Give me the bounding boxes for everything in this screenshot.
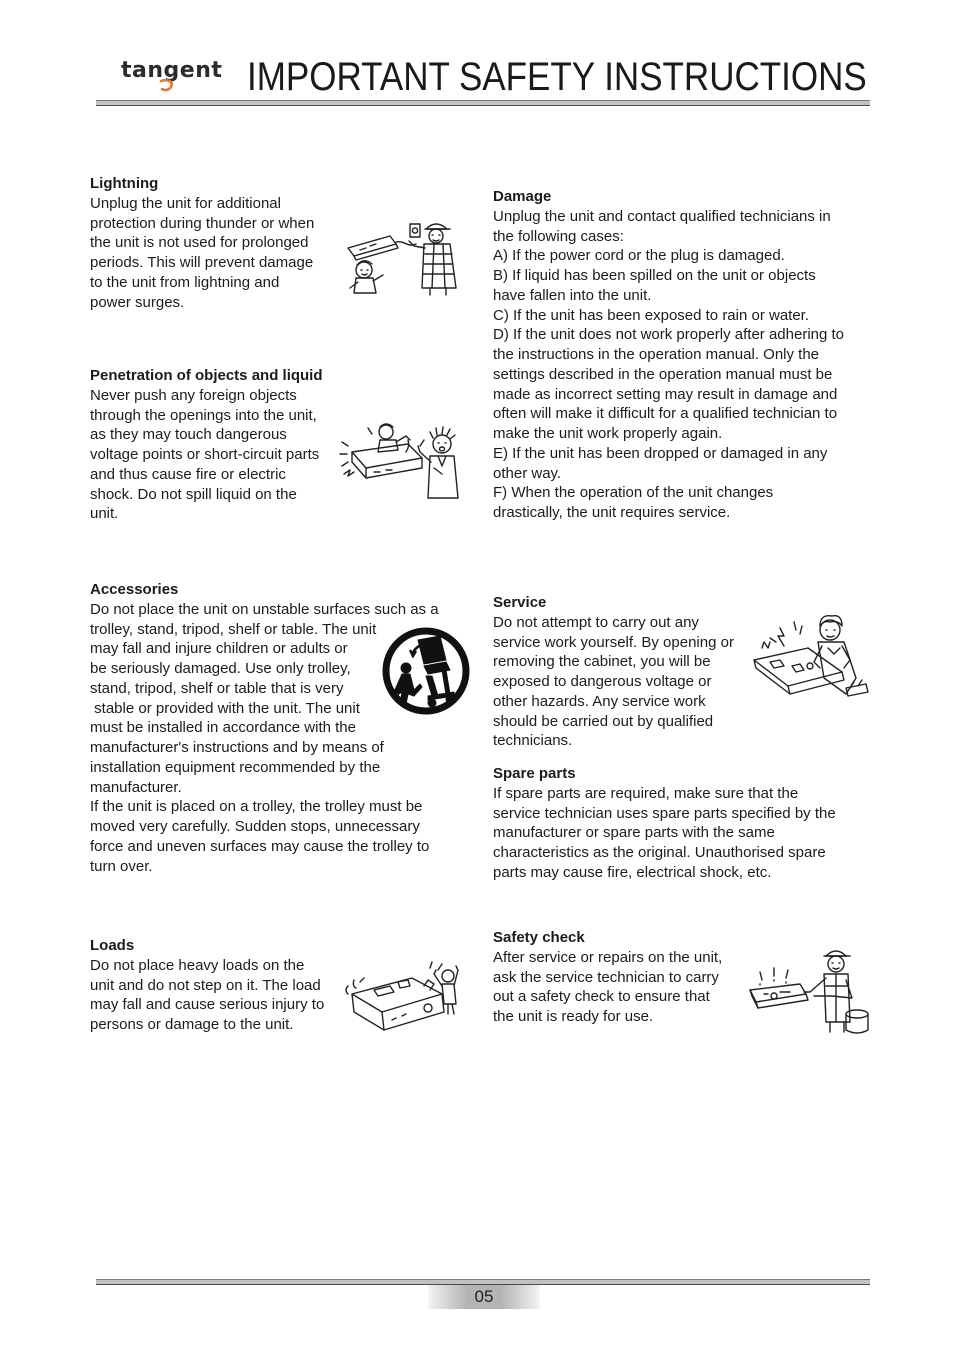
text-line: E) If the unit has been dropped or damaged in any (493, 444, 828, 462)
section-body (90, 194, 314, 313)
text-line: make the unit work properly again. (493, 425, 723, 442)
text-line: periods. This will prevent damage (90, 254, 314, 271)
text-line: through the openings into the unit, (90, 406, 317, 424)
text-line: F) When the operation of the unit changes (493, 484, 774, 502)
section-spare-parts (493, 764, 836, 883)
text-line: trolley, stand, tripod, shelf or table. The unit (90, 620, 377, 638)
text-line: manufacturer or spare parts with the same (493, 824, 775, 842)
section-heading: Penetration of objects and liquid (90, 367, 323, 384)
text-line: B) If liquid has been spilled on the unit or objects (493, 267, 816, 284)
text-line: force and uneven surfaces may cause the trolley to (90, 837, 430, 855)
section-damage (493, 187, 844, 523)
text-line: Unplug the unit and contact qualified technicians in (493, 207, 831, 225)
text-line: C) If the unit has been exposed to rain or water. (493, 306, 810, 324)
text-line: settings described in the operation manual must be (493, 365, 833, 383)
text-line: may fall and injure children or adults or (90, 640, 348, 658)
text-line: must be installed in accordance with the (90, 719, 356, 737)
text-line: moved very carefully. Sudden stops, unnecessary (90, 818, 420, 835)
service-technician-illustration (750, 608, 870, 704)
page-number: 05 (428, 1285, 540, 1309)
text-line: to the unit from lightning and (90, 273, 280, 291)
section-heading: Service (493, 594, 547, 611)
text-line: manufacturer. (90, 778, 182, 796)
section-body (493, 948, 722, 1027)
section-body (90, 956, 324, 1035)
text-line: power surges. (90, 293, 185, 311)
text-line: installation equipment recommended by the (90, 758, 381, 776)
section-lightning (90, 174, 314, 312)
text-line: Unplug the unit for additional (90, 194, 281, 212)
text-line: If the unit is placed on a trolley, the trolley must be (90, 798, 423, 816)
text-line: drastically, the unit requires service. (493, 504, 731, 521)
liquid-penetration-illustration (338, 418, 464, 502)
text-line: the instructions in the operation manual. Only the (493, 346, 820, 363)
section-heading: Loads (90, 937, 135, 954)
text-line: D) If the unit does not work properly after adhering to (493, 326, 845, 344)
text-line: have fallen into the unit. (493, 286, 652, 304)
section-heading: Damage (493, 188, 552, 205)
text-line: Do not place the unit on unstable surfaces such as a (90, 600, 439, 618)
section-heading: Lightning (90, 175, 159, 192)
header-divider (96, 100, 870, 106)
text-line: shock. Do not spill liquid on the (90, 485, 297, 503)
text-line: other hazards. Any service work (493, 692, 706, 710)
text-line: manufacturer's instructions and by means of (90, 739, 384, 756)
text-line: A) If the power cord or the plug is damaged. (493, 247, 785, 265)
logo-text: tangent (121, 58, 223, 83)
trolley-tip-over-warning-icon (380, 624, 472, 718)
section-body (493, 613, 734, 751)
text-line: the unit is ready for use. (493, 1008, 654, 1025)
text-line: parts may cause fire, electrical shock, etc. (493, 863, 772, 881)
section-body (493, 784, 836, 883)
text-line: should be carried out by qualified (493, 712, 714, 730)
text-line: as they may touch dangerous (90, 426, 287, 444)
section-penetration (90, 366, 323, 524)
logo-accent-mark (159, 78, 175, 92)
text-line: unit and do not step on it. The load (90, 976, 321, 994)
text-line: unit. (90, 505, 119, 523)
text-line: exposed to dangerous voltage or (493, 673, 712, 690)
text-line: other way. (493, 464, 562, 482)
text-line: After service or repairs on the unit, (493, 948, 723, 966)
lightning-unplug-illustration (346, 218, 464, 296)
section-safety-check (493, 928, 722, 1027)
brand-logo (121, 56, 221, 96)
section-loads (90, 936, 324, 1035)
text-line: persons or damage to the unit. (90, 1016, 294, 1033)
text-line: often will make it difficult for a qualified technician to (493, 405, 838, 423)
page-title: IMPORTANT SAFETY INSTRUCTIONS (247, 55, 867, 99)
section-service (493, 593, 734, 751)
section-heading: Spare parts (493, 765, 576, 782)
text-line: characteristics as the original. Unauthorised spare (493, 844, 826, 861)
text-line: may fall and cause serious injury to (90, 996, 325, 1014)
text-line: ask the service technician to carry (493, 968, 719, 986)
text-line: made as incorrect setting may result in damage and (493, 385, 838, 403)
text-line: Do not place heavy loads on the (90, 956, 305, 974)
safety-check-technician-illustration (740, 946, 870, 1034)
section-body (493, 207, 844, 523)
heavy-loads-illustration (344, 960, 460, 1038)
text-line: service technician uses spare parts specified by the (493, 804, 836, 822)
section-heading: Safety check (493, 929, 585, 946)
text-line: voltage points or short-circuit parts (90, 446, 320, 463)
text-line: be seriously damaged. Use only trolley, (90, 660, 351, 677)
text-line: technicians. (493, 732, 573, 750)
text-line: protection during thunder or when (90, 214, 315, 232)
text-line: removing the cabinet, you will be (493, 653, 711, 671)
section-body (90, 386, 323, 524)
text-line: out a safety check to ensure that (493, 988, 710, 1006)
section-heading: Accessories (90, 581, 179, 598)
text-line: and thus cause fire or electric (90, 465, 286, 483)
text-line: stable or provided with the unit. The unit (90, 699, 360, 717)
text-line: the following cases: (493, 227, 624, 245)
text-line: service work yourself. By opening or (493, 633, 734, 651)
text-line: Do not attempt to carry out any (493, 613, 699, 631)
text-line: If spare parts are required, make sure that the (493, 784, 799, 802)
text-line: stand, tripod, shelf or table that is very (90, 679, 344, 697)
text-line: turn over. (90, 857, 153, 875)
text-line: Never push any foreign objects (90, 386, 297, 404)
text-line: the unit is not used for prolonged (90, 234, 309, 252)
